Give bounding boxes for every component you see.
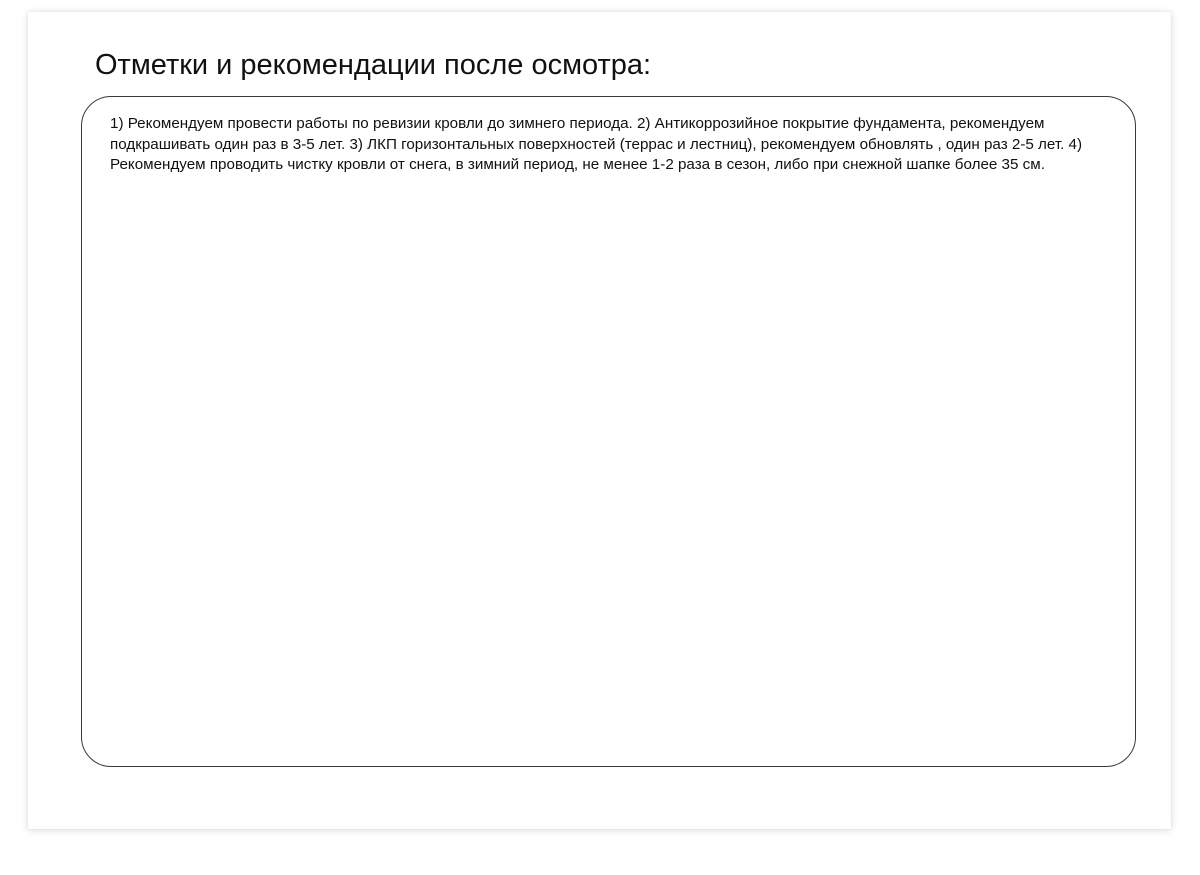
recommendations-box bbox=[81, 96, 1136, 767]
recommendations-text: 1) Рекомендуем провести работы по ревизии кровли до зимнего периода. 2) Антикоррозийное покрытие фундамента, рекомендуем подкрашивать один раз в 3-5 лет. 3) ЛКП горизонтальных поверхностей (террас и лестниц), рекомендуем обновлять , один раз 2-5 лет. 4) Рекомендуем проводить чистку кровли от снега, в зимний период, не менее 1-2 раза в сезон, либо при снежной шапке более 35 см. bbox=[110, 115, 1083, 173]
section-title: Отметки и рекомендации после осмотра: bbox=[95, 49, 652, 81]
document-page bbox=[28, 12, 1171, 829]
